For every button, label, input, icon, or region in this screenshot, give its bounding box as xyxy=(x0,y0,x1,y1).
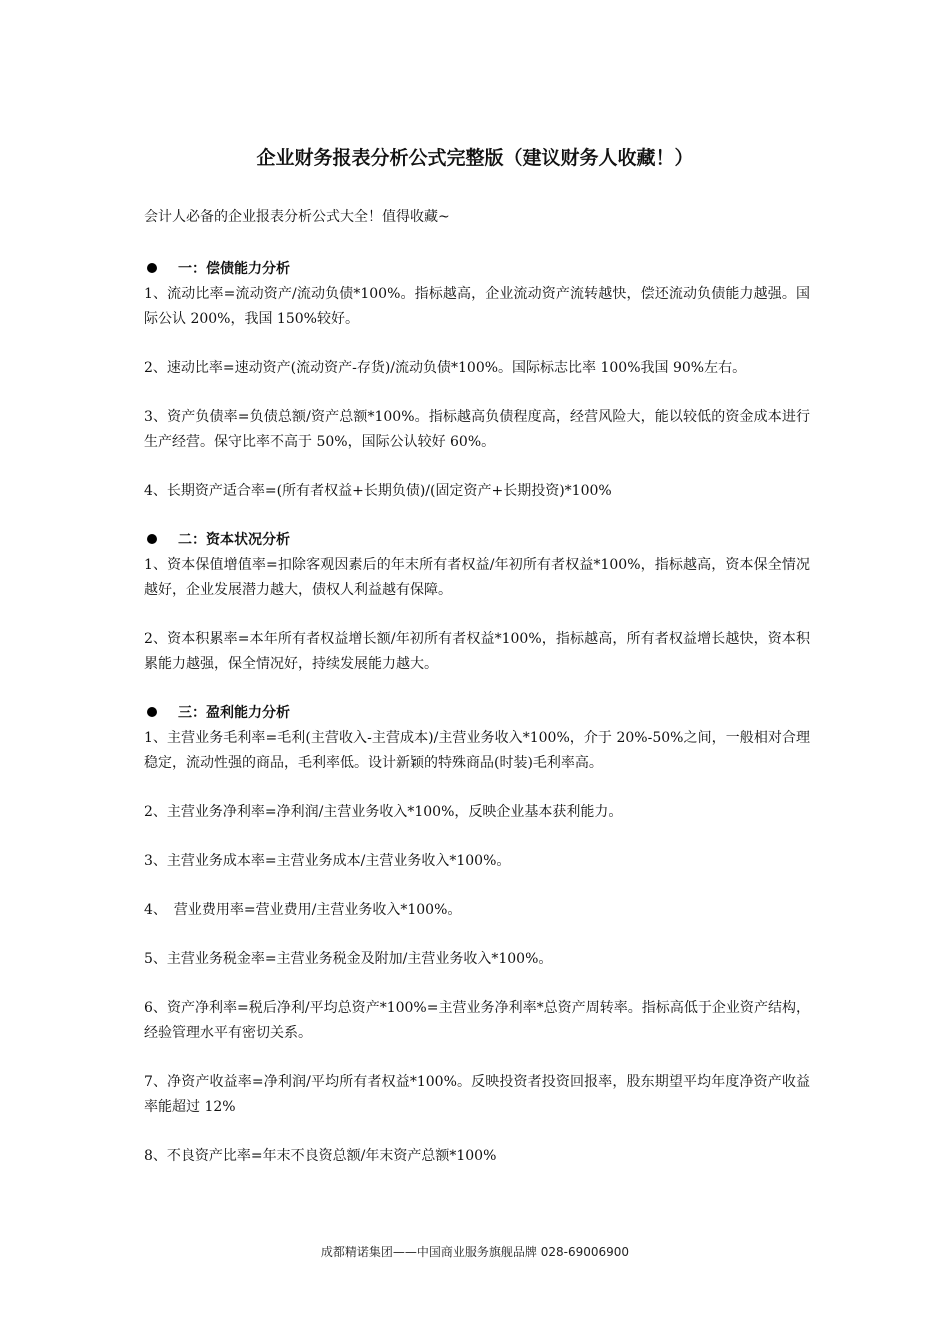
section-heading xyxy=(144,528,810,553)
formula-paragraph: 2、速动比率=速动资产(流动资产-存货)/流动负债*100%。国际标志比率 100%我国 90%左右。 xyxy=(144,360,747,376)
section-heading xyxy=(144,701,810,726)
formula-paragraph: 2、资本积累率=本年所有者权益增长额/年初所有者权益*100%，指标越高，所有者权益增长越快，资本积累能力越强，保全情况好，持续发展能力越大。 xyxy=(144,631,810,672)
section-heading xyxy=(144,257,810,282)
page-footer: 成都精诺集团——中国商业服务旗舰品牌 028-69006900 xyxy=(320,1245,630,1259)
section-heading-text: 一：偿债能力分析 xyxy=(178,261,290,277)
bullet-icon xyxy=(147,707,157,717)
formula-paragraph: 1、主营业务毛利率=毛利(主营收入-主营成本)/主营业务收入*100%，介于 20%-50%之间，一般相对合理稳定，流动性强的商品，毛利率低。设计新颖的特殊商品(时装)毛利率高。 xyxy=(144,730,810,771)
formula-paragraph: 4、长期资产适合率=(所有者权益+长期负债)/(固定资产+长期投资)*100% xyxy=(144,483,612,499)
intro-paragraph: 会计人必备的企业报表分析公式大全！值得收藏~ xyxy=(144,209,450,225)
section-heading-text: 三：盈利能力分析 xyxy=(178,705,290,721)
formula-paragraph: 6、资产净利率=税后净利/平均总资产*100%=主营业务净利率*总资产周转率。指标高低于企业资产结构，经验管理水平有密切关系。 xyxy=(144,1000,810,1041)
formula-paragraph: 8、不良资产比率=年末不良资总额/年末资产总额*100% xyxy=(144,1148,497,1164)
formula-paragraph: 7、净资产收益率=净利润/平均所有者权益*100%。反映投资者投资回报率，股东期望平均年度净资产收益率能超过 12% xyxy=(144,1074,810,1115)
formula-paragraph: 1、流动比率=流动资产/流动负债*100%。指标越高，企业流动资产流转越快，偿还流动负债能力越强。国际公认 200%，我国 150%较好。 xyxy=(144,286,810,327)
formula-paragraph: 4、 营业费用率=营业费用/主营业务收入*100%。 xyxy=(144,902,462,918)
bullet-icon xyxy=(147,534,157,544)
section-capital xyxy=(144,528,810,677)
bullet-icon xyxy=(147,263,157,273)
page-title: 企业财务报表分析公式完整版（建议财务人收藏！） xyxy=(256,147,694,169)
formula-paragraph: 3、资产负债率=负债总额/资产总额*100%。指标越高负债程度高，经营风险大，能以较低的资金成本进行生产经营。保守比率不高于 50%，国际公认较好 60%。 xyxy=(144,409,810,450)
formula-paragraph: 1、资本保值增值率=扣除客观因素后的年末所有者权益/年初所有者权益*100%，指标越高，资本保全情况越好，企业发展潜力越大，债权人利益越有保障。 xyxy=(144,557,810,598)
section-solvency xyxy=(144,257,810,504)
document-body xyxy=(144,205,810,1193)
section-profitability xyxy=(144,701,810,1169)
section-heading-text: 二：资本状况分析 xyxy=(178,532,290,548)
formula-paragraph: 5、主营业务税金率=主营业务税金及附加/主营业务收入*100%。 xyxy=(144,951,553,967)
formula-paragraph: 2、主营业务净利率=净利润/主营业务收入*100%，反映企业基本获利能力。 xyxy=(144,804,623,820)
formula-paragraph: 3、主营业务成本率=主营业务成本/主营业务收入*100%。 xyxy=(144,853,511,869)
